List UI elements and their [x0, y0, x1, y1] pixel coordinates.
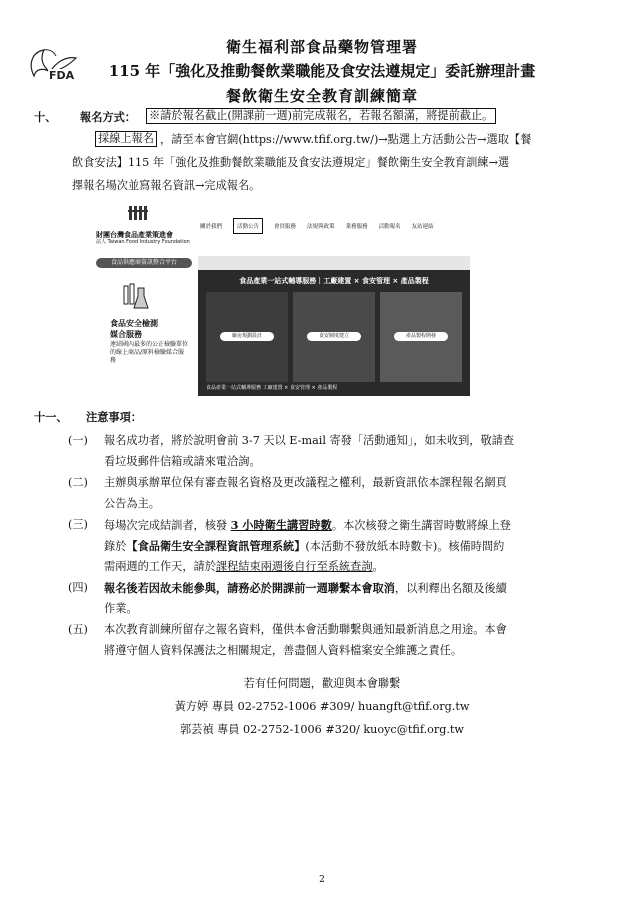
banner-caption: 食品產業一站式輔導服務 工廠建置 × 食安管理 × 產品製程 [206, 385, 338, 391]
section10-number: 十、 [34, 110, 57, 124]
item-5-line2: 將遵守個人資料保護法之相關規定，善盡個人資料檔案安全維護之責任。 [104, 644, 463, 657]
item-2-line1: 主辦與承辦單位保有審查報名資格及更改議程之權利，最新資訊依本課程報名網頁 [104, 476, 507, 489]
item-2-line2: 公告為主。 [104, 497, 160, 510]
section11-label: 注意事項： [86, 410, 142, 424]
nav-member[interactable]: 會員服務 [274, 224, 297, 230]
food-safety-title-2: 媒合服務 [110, 330, 142, 339]
registration-step-2: 飲食安法】115 年「強化及推動餐飲業職能及食安法遵規定」餐飲衛生安全教育訓練→選 [72, 156, 510, 169]
tfif-logo-icon [128, 204, 150, 222]
item-3-num: (三) [68, 518, 88, 531]
section11-number: 十一、 [34, 410, 68, 424]
nav-services[interactable]: 業務服務 [345, 224, 368, 230]
site-nav [200, 216, 495, 236]
org-name-en: 法人 Taiwan Food Industry Foundation [96, 239, 190, 245]
lab-flask-icon [122, 282, 150, 312]
item-3-line3: 需兩週的工作天，請於課程結束兩週後自行至系統查詢。 [104, 560, 384, 573]
nav-regulations[interactable]: 法規與政策 [307, 224, 335, 230]
agency-title: 衛生福利部食品藥物管理署 [225, 38, 418, 56]
item-1-line1: 報名成功者，將於說明會前 3-7 天以 E-mail 寄發「活動通知」，如未收到，敬請查 [104, 434, 515, 447]
pill-product-process[interactable]: 產品製程開發 [394, 332, 448, 341]
item-5-line1: 本次教育訓練所留存之報名資料，僅供本會活動聯繫與通知最新消息之用途。本會 [104, 623, 507, 636]
item-3-line2: 錄於【食品衛生安全課程資訊管理系統】(本活動不發放紙本時數卡)。核備時間約 [104, 539, 505, 553]
contact-1: 黃方婷 專員 02-2752-1006 #309/ huangft@tfif.org.tw [174, 700, 470, 713]
item-1-line2: 看垃圾郵件信箱或請來電洽詢。 [104, 455, 261, 468]
org-name: 財團台灣食品產業策進會 [96, 231, 173, 239]
item-4-line1: 報名後若因故未能參與，請務必於開課前一週聯繫本會取消，以利釋出名額及後續 [104, 581, 507, 595]
registration-step-1: ，請至本會官網(https://www.tfif.org.tw/)→點選上方活動公告→選取【餐 [160, 133, 532, 146]
item-4-num: (四) [68, 581, 88, 594]
nav-about[interactable]: 關於我們 [200, 224, 223, 230]
pill-factory-design[interactable]: 廠房規劃設計 [220, 332, 274, 341]
contact-2: 郭芸禎 專員 02-2752-1006 #320/ kuoyc@tfif.org.tw [179, 723, 465, 736]
item-3-line1: 每場次完成結訓者，核發 3 小時衛生講習時數。本次核發之衛生講習時數將線上登 [104, 518, 511, 532]
section10-label: 報名方式： [80, 110, 136, 124]
online-registration-label: 採線上報名 [95, 131, 157, 147]
registration-step-3: 擇報名場次並寫報名資訊→完成報名。 [72, 179, 261, 192]
banner-title: 食品產業一站式輔導服務｜工廠建置 × 食安管理 × 產品製程 [239, 277, 429, 285]
website-screenshot [88, 200, 488, 400]
food-safety-title-1: 食品安全檢測 [110, 319, 158, 328]
deadline-notice: ※請於報名截止(開課前一週)前完成報名，若報名額滿，將提前截止。 [146, 108, 496, 124]
item-2-num: (二) [68, 476, 88, 489]
nav-registration[interactable]: 活動報名 [378, 224, 401, 230]
food-safety-desc: 連結國內最多的公正檢驗單位的線上商品/原料檢驗媒合服務 [110, 341, 189, 364]
contact-intro: 若有任何問題，歡迎與本會聯繫 [243, 677, 401, 690]
item-1-num: (一) [68, 434, 88, 447]
platform-button[interactable]: 食品供應商資訊整合平台 [96, 258, 192, 268]
pill-food-safety[interactable]: 食安制度建立 [307, 332, 361, 341]
program-title: 115 年「強化及推動餐飲業職能及食安法遵規定」委託辦理計畫 [108, 62, 536, 80]
item-4-line2: 作業。 [104, 602, 138, 615]
doc-title: 餐飲衛生安全教育訓練簡章 [225, 87, 418, 105]
nav-announcements[interactable]: 活動公告 [233, 218, 263, 234]
hero-banner [198, 256, 470, 396]
item-5-num: (五) [68, 623, 88, 636]
fda-logo-text: FDA [49, 69, 75, 82]
page-number: 2 [319, 875, 325, 885]
nav-links[interactable]: 友站連結 [411, 224, 434, 230]
